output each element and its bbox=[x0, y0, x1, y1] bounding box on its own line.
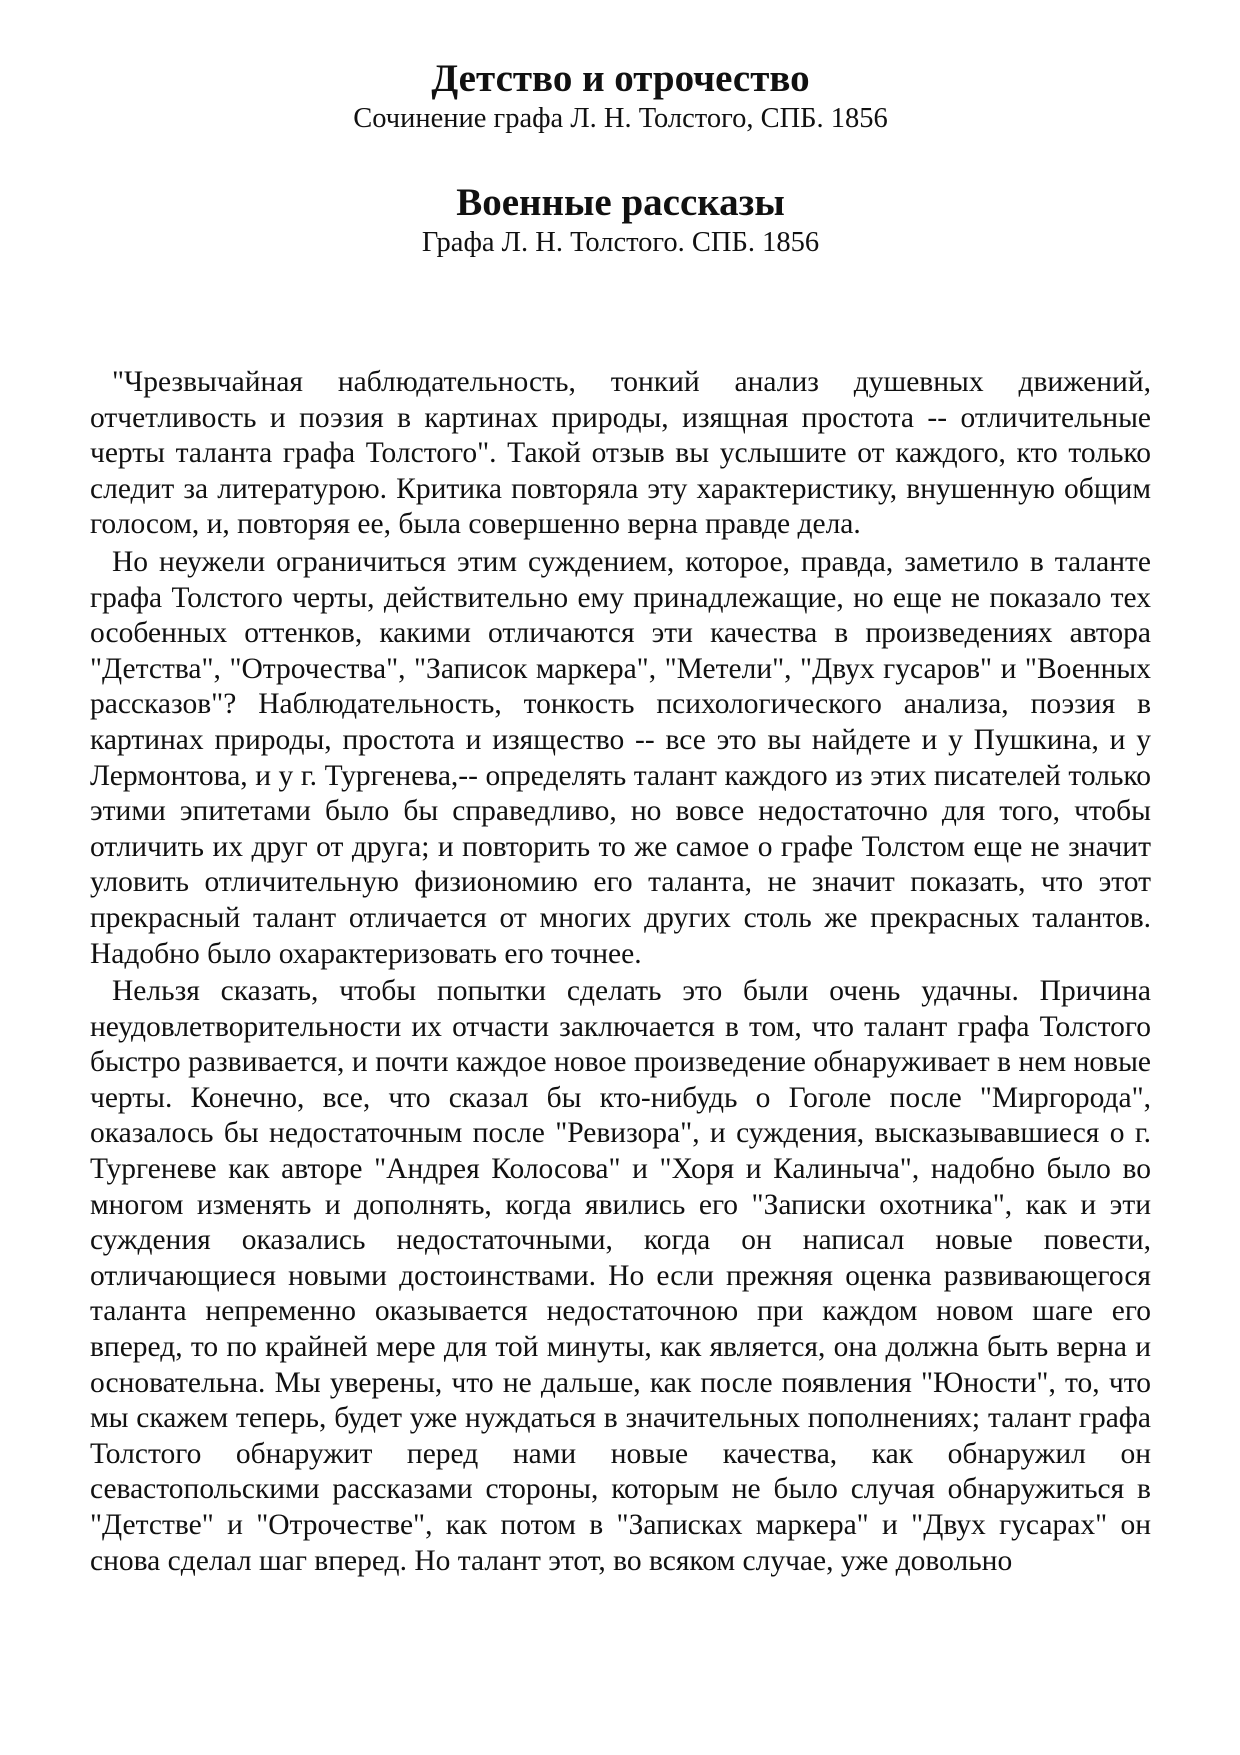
heading-spacer bbox=[90, 136, 1151, 180]
book-title: Детство и отрочество bbox=[431, 57, 810, 100]
book-subtitle: Графа Л. Н. Толстого. СПБ. 1856 bbox=[421, 227, 820, 258]
document-page bbox=[90, 56, 1151, 1581]
book-subtitle: Сочинение графа Л. Н. Толстого, СПБ. 1856 bbox=[353, 103, 888, 134]
article-body bbox=[90, 365, 1151, 1579]
paragraph: "Чрезвычайная наблюдательность, тонкий анализ душевных движений, отчетливость и поэзия в картинах природы, изящная простота -- отличительные черты таланта графа Толстого". Такой отзыв вы услышите от каждого, кто только следит за литературою. Критика повторяла эту характеристику, внушенную общим голосом, и, повторяя ее, была совершенно верна правде дела. bbox=[90, 366, 1151, 541]
paragraph: Но неужели ограничиться этим суждением, которое, правда, заметило в таланте графа Толстого черты, действительно ему принадлежащие, но еще не показало тех особенных оттенков, какими отличаются эти качества в произведениях автора "Детства", "Отрочества", "Записок маркера", "Метели", "Двух гусаров" и "Военных рассказов"? Наблюдательность, тонкость психологического анализа, поэзия в картинах природы, простота и изящество -- все это вы найдете и у Пушкина, и у Лермонтова, и у г. Тургенева,-- определять талант каждого из этих писателей только этими эпитетами было бы справедливо, но вовсе недостаточно для того, чтобы отличить их друг от друга; и повторить то же самое о графе Толстом еще не значит уловить отличительную физиономию его таланта, не значит показать, что этот прекрасный талант отличается от многих других столь же прекрасных талантов. Надобно было охарактеризовать его точнее. bbox=[90, 545, 1151, 970]
paragraph: Нельзя сказать, чтобы попытки сделать это были очень удачны. Причина неудовлетворительности их отчасти заключается в том, что талант графа Толстого быстро развивается, и почти каждое новое произведение обнаруживает в нем новые черты. Конечно, все, что сказал бы кто-нибудь о Гоголе после "Миргорода", оказалось бы недостаточным после "Ревизора", и суждения, высказывавшиеся о г. Тургеневе как авторе "Андрея Колосова" и "Хоря и Калиныча", надобно было во многом изменять и дополнять, когда явились его "Записки охотника", как и эти суждения оказались недостаточными, когда он написал новые повести, отличающиеся новыми достоинствами. Но если прежняя оценка развивающегося таланта непременно оказывается недостаточною при каждом новом шаге его вперед, то по крайней мере для той минуты, как является, она должна быть верна и основательна. Мы уверены, что не дальше, как после появления "Юности", то, что мы скажем теперь, будет уже нуждаться в значительных пополнениях; талант графа Толстого обнаружит перед нами новые качества, как обнаружил он севастопольскими рассказами стороны, которым не было случая обнаружиться в "Детстве" и "Отрочестве", как потом в "Записках маркера" и "Двух гусарах" он снова сделал шаг вперед. Но талант этот, во всяком случае, уже довольно bbox=[90, 975, 1151, 1577]
book-heading-1 bbox=[90, 56, 1151, 136]
book-heading-2 bbox=[90, 180, 1151, 260]
book-title: Военные рассказы bbox=[456, 181, 785, 224]
